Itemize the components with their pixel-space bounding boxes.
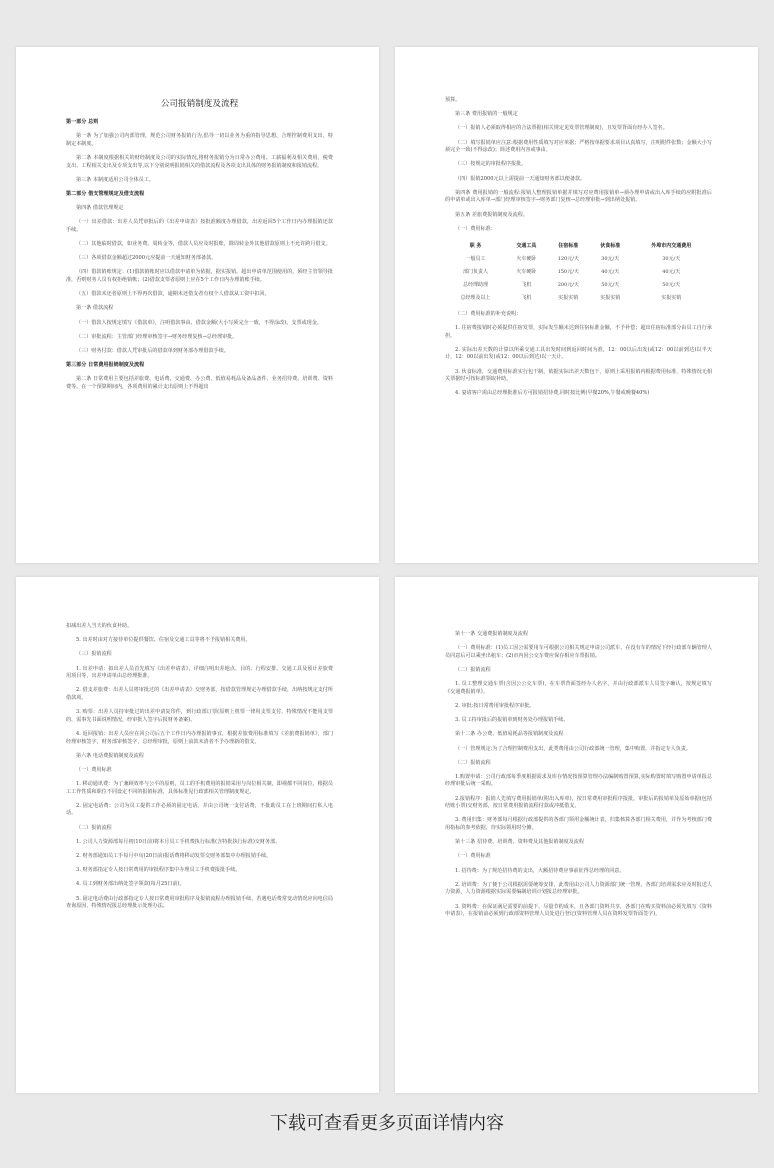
paragraph: （一）费用标准 — [455, 853, 491, 860]
paragraph: （四）报销2000元以上需提前一天通知财务部以便备款。 — [455, 175, 586, 182]
table-cell: 150元/天 — [557, 268, 579, 275]
document-title: 公司报销制度及流程 — [160, 99, 239, 109]
paragraph: （二）其他临时借款，如业务费、周转金等，借款人员应及时报账，除周转金外其他借款原则上不允许跨月借支。 — [76, 241, 331, 248]
table-cell: 实报实销 — [558, 294, 579, 301]
paragraph: 2. 实际出差天数的计算以所乘交通工具出发时间到返回时间为准，12：00以后出发(或12：00以前到达)以半天计，12：00以前出发(或12：00以后到达)以一天计。 — [445, 346, 712, 361]
paragraph: （一）报销人必须取得相应的合法票据(相关规定见发票管理制度)，且发票背面有经办人签名。 — [455, 125, 668, 132]
paragraph: （二）审批流程：主管部门经理审核签字→财务经理复核→总经理审批。 — [76, 333, 238, 340]
paragraph: 1.购置申请：公司行政部每季度根据需求及库存情况按预算管理办法编制购置预算,实际购置时填写购置申请单报总经理审批后统一采购。 — [445, 773, 712, 788]
paragraph: 第六条 电话费报销制度及流程 — [76, 752, 144, 759]
paragraph: 第四条 费用报销的一般流程:报销人整理报销单据并填写对应费用报销单→须办理申请或出入库手续的应附批准后的申请单或出入库单→部门经理审核签字→财务部门复核→总经理审批→到出纳处报销。 — [445, 189, 712, 204]
paragraph: 2. 固定电话费：公司为员工提供工作必须的固定电话，并由公司统一支付话费，不批助员工在上班期间打私人电话。 — [66, 802, 333, 817]
paragraph: 2. 财务部通知员工手每月中旬(20日前)报话费将移动发票交财务部集中办理报销手续。 — [76, 853, 272, 859]
paragraph: （五）借款未还者原则上不得再次借款，逾期未还借支者有权个人借款从工资中扣回。 — [76, 291, 270, 298]
paragraph: （二）报销流程 — [455, 759, 491, 766]
document-page-3 — [16, 577, 379, 1093]
paragraph: （一）借款人按规定填写《借款单》，注明借款事由、借款金额(大小写须完全一致，不得涂改)、支票或现金。 — [76, 319, 322, 326]
table-cell: 飞机 — [521, 281, 532, 288]
paragraph: 4. 宴请客户需由总经理批准后方可报销招待费,同时按比例(早餐20%,午餐或晚餐40%) — [455, 390, 650, 397]
paragraph: （一）出差借款：出差人员凭审批后的《出差申请表》按批准额度办理借款，出差返回5个工作日内办理报销还款手续。 — [66, 219, 333, 233]
paragraph: 第十二条 办公费、低值易耗品等报销制度及流程 — [455, 731, 564, 738]
table-cell: 实报实销 — [661, 294, 682, 301]
paragraph: 5. 固定电话费由行政部指定专人按日常费用审批程序及报销流程办理报销手续，若遇电话费常变动情况应向电信局查询原因，特殊情况报总经理批示处理办法。 — [66, 895, 333, 910]
fee-standard-table — [445, 240, 712, 305]
table-cell: 一般员工 — [465, 255, 486, 262]
paragraph: 1. 公司人力资源部每月初(10日前)将本月员工手机费执行标准(含特批执行标准)交财务部。 — [76, 838, 281, 845]
paragraph: 1. 招待费：为了规范招待费的支出，大额招待费应事前征得总经理的同意。 — [455, 867, 625, 874]
paragraph: 第五条 差旅费报销制度及流程。 — [455, 211, 528, 218]
table-cell: 30元/天 — [662, 255, 681, 262]
paragraph: 第二条 本制度根据相关的财经制度及公司的实际情况,将财务报销分为日常办公费用、工薪福利及相关费用、税费支出、工程相关支出及专项支出等,以下分别说明报销相关的借款流程及各项支出具体的财务报销制度和报销流程。 — [66, 154, 333, 169]
paragraph: 第二条 日常费用主要包括差旅费、电话费、交通费、办公费、低值易耗品及备品备件、业务招待费、培训费、资料费等。在一个预算期间内，各项费用的累计支出原则上不得超出 — [66, 376, 333, 390]
paragraph: （一）费用标准：(1)员工因公需要用车可根据公司相关规定申请公司派车，在没有车的情况下经行政部车辆管理人员同意后可以乘坐出租车；(2)市内因公交车费应保存相应车票报销。 — [445, 645, 712, 659]
paragraph: 1. 移动通讯费：为了兼顾效率与公平的原则，员工的手机费用的报销采用与岗位相关制，即视都不同岗位，根据员工工作性质和职位不同设定不同的报销标准，具体标准见行政部相关管理制度规定。 — [66, 781, 333, 795]
paragraph: 扣减出差人当天的伙食补助。 — [66, 623, 133, 629]
paragraph: （一）管理规定:为了合理控制费用支出，此类费用由公司行政部统一管理，集中购置，并指定专人负责。 — [455, 745, 692, 752]
table-cell: 总经理及以上 — [460, 294, 491, 301]
table-cell: 实报实销 — [600, 294, 621, 301]
table-header-cell: 职 务 — [469, 242, 482, 249]
table-cell: 火车硬卧 — [516, 255, 537, 262]
paragraph: 3. 购票：出差人员持审批过的出差申请复印件，到行政部订票(原则上机票一律用支票支付，特殊情况不能用支票的，需事先书面说明情况，经审批人签字后报财务备案)。 — [66, 709, 333, 723]
document-page-4 — [395, 577, 758, 1093]
table-cell: 40元/天 — [662, 268, 681, 275]
section-heading: 第二部分 借支管理规定及借支流程 — [66, 190, 145, 197]
paragraph: 第四条 借款管理规定 — [76, 205, 124, 212]
table-cell: 50元/天 — [662, 281, 681, 288]
paragraph: 2.报销程序：报销人先填写费用报销单(附出入库单)，按日常费用审批程序报批，审批后的报销单及原始单据(包括结账小票)交财务部，按日常费用报销流程付款或冲抵借支。 — [445, 795, 712, 810]
table-header-cell: 住宿标准 — [558, 242, 579, 249]
paragraph: 4. 员工到财务部出纳处签字领款(每月25日前)。 — [76, 881, 185, 888]
table-header-cell: 交通工具 — [516, 242, 537, 249]
paragraph: （二）报销流程 — [455, 666, 491, 673]
table-header-row — [445, 240, 712, 253]
paragraph: 第三条 本制度适用公司全体员工。 — [76, 176, 155, 183]
paragraph: 3. 资料费：在保证满足需要的前提下，尽量节约成本，且各部门资料共享，各部门在购买资料前必须先填写《资料申请表》，在报销前必须到行政部资料管理人员处进行登记(资料管理人员在资料发票背面签字)。 — [445, 903, 712, 918]
table-cell: 总经理助理 — [463, 281, 489, 288]
paragraph: 2. 培训费：为了便于公司根据需要统筹安排，此费用由公司人力资源部门统一管理，各部门培训需求应及时报送人力资源，人力资源根据实际需要编制培训计划报总经理审批。 — [445, 881, 712, 896]
paragraph: 第三条 费用报销的一般规定 — [455, 111, 518, 118]
table-row — [445, 292, 712, 305]
table-cell: 40元/天 — [601, 268, 620, 275]
table-row — [445, 279, 712, 292]
paragraph: （一）费用标准 — [76, 766, 112, 773]
section-heading: 第三部分 日常费用报销制度及流程 — [66, 362, 145, 369]
table-cell: 飞机 — [521, 294, 532, 301]
paragraph: （四）借款销账规定：(1)借款销帐时应以借款申请单为依据，据实报销，超出申请单范围使用的，须经主管领导批准，否则财务人员有权拒绝销帐；(2)借款支票者原则上应在5个工作日内办理销账手续。 — [66, 269, 333, 284]
table-cell: 200元/天 — [557, 281, 579, 288]
paragraph: （二）报销流程 — [76, 824, 112, 831]
table-cell: 50元/天 — [601, 281, 620, 288]
table-header-cell: 伙食标准 — [600, 242, 621, 249]
table-cell: 部门负责人 — [463, 268, 489, 275]
paragraph: （一）费用标准： — [455, 225, 496, 232]
paragraph: （三）财务付款：借款人凭审批后的借款单到财务部办理借款手续。 — [76, 348, 229, 354]
table-header-cell: 外埠市内交通费用 — [651, 242, 692, 249]
paragraph: 2. 借支差旅费：出差人员将审批过的《出差申请表》交财务部，按借款管理规定办理借款手续，出纳按规定支付所借款项。 — [66, 687, 333, 701]
table-cell: 120元/天 — [557, 255, 579, 262]
paragraph: 第一条 借款流程 — [76, 305, 114, 312]
document-page-2 — [395, 47, 758, 563]
paragraph: 第十一条 交通费报销制度及流程 — [455, 631, 528, 637]
paragraph: 1. 出差申请：拟出差人员首先填写《出差申请表》，详细注明出差地点、目的、行程安排、交通工具及预计差旅费用项目等，出差申请单由总经理批准。 — [66, 665, 333, 680]
paragraph: （二）填写报销单应注意:根据费用性质填写对应单据；严格按单据要求项目认真填写，注明附件张数；金额大小写须完全一致(不得涂改)；简述费用内容或事由。 — [445, 139, 712, 154]
table-cell: 30元/天 — [601, 255, 620, 262]
download-prompt-text[interactable]: 下载可查看更多页面详情内容 — [270, 1113, 504, 1134]
paragraph: 1. 住宿费报销时必须提供住宿发票，实际发生额未达到住宿标准金额，不予补偿；超出住宿标准部分由员工自行承担。 — [445, 325, 712, 339]
paragraph: 3. 员工持审批后的报销单到财务处办理报销手续。 — [455, 717, 569, 724]
paragraph: （二）费用标准的补充说明： — [455, 310, 522, 317]
table-cell: 火车硬卧 — [516, 268, 537, 275]
paragraph: 2. 审批:按日常费用审批程序审批。 — [455, 702, 535, 709]
paragraph: 3. 伙食标准，交通费用标准实行包干制，依据实际出差天数包干，原则上采用报销内根据费用标准，特殊情况无相关票据时可按标准领取补助。 — [445, 368, 712, 383]
paragraph: 4. 返回报销：出差人员应在回公司后五个工作日内办理报销事宜，根据差旅费用标准填写《差旅费报销单》，部门经理审核签字，财务部审核签字，总经理审批，原则上前款未清者不予办理新的借支。 — [66, 730, 333, 745]
paragraph: 1. 员工整理交通车票(含因公公交车票)，在车票背面签经办人名字，并由行政部派车人员签字确认，按规定填写《交通费报销单》。 — [445, 681, 712, 695]
paragraph: 第一条 为了加强公司内部管理，规范公司财务报销行为,倡导一切以业务为重的指导思想，合理控制费用支出，特制定本制度。 — [66, 133, 333, 147]
paragraph: 3. 费用归集：财务部每月根据行政部提供的各部门领用金额统计表，归集核算各部门相关费用，并作为考核部门费用指标的参考依据，待实际领用时分摊。 — [445, 817, 712, 832]
section-heading: 第一部分 总则 — [66, 119, 99, 125]
table-row — [445, 253, 712, 266]
document-page-1 — [16, 47, 379, 563]
paragraph: （三）报销流程 — [76, 651, 112, 658]
paragraph: 第十三条 招待费、培训费、资料费及其他报销制度及流程 — [455, 839, 584, 846]
table-row — [445, 266, 712, 279]
paragraph: 预算。 — [445, 97, 461, 103]
paragraph: （三）各项借款金额超过2000元应提前一天通知财务部备款。 — [76, 255, 217, 262]
paragraph: 5. 出差时由对方接待单位提供餐饮、住宿及交通工具等将不予报销相关费用。 — [76, 637, 251, 644]
paragraph: 3. 财务部指定专人按日常费用的审批程序集中办理员工手机费报批手续。 — [76, 867, 241, 874]
paragraph: （三）按规定的审批程序报批。 — [455, 161, 527, 168]
